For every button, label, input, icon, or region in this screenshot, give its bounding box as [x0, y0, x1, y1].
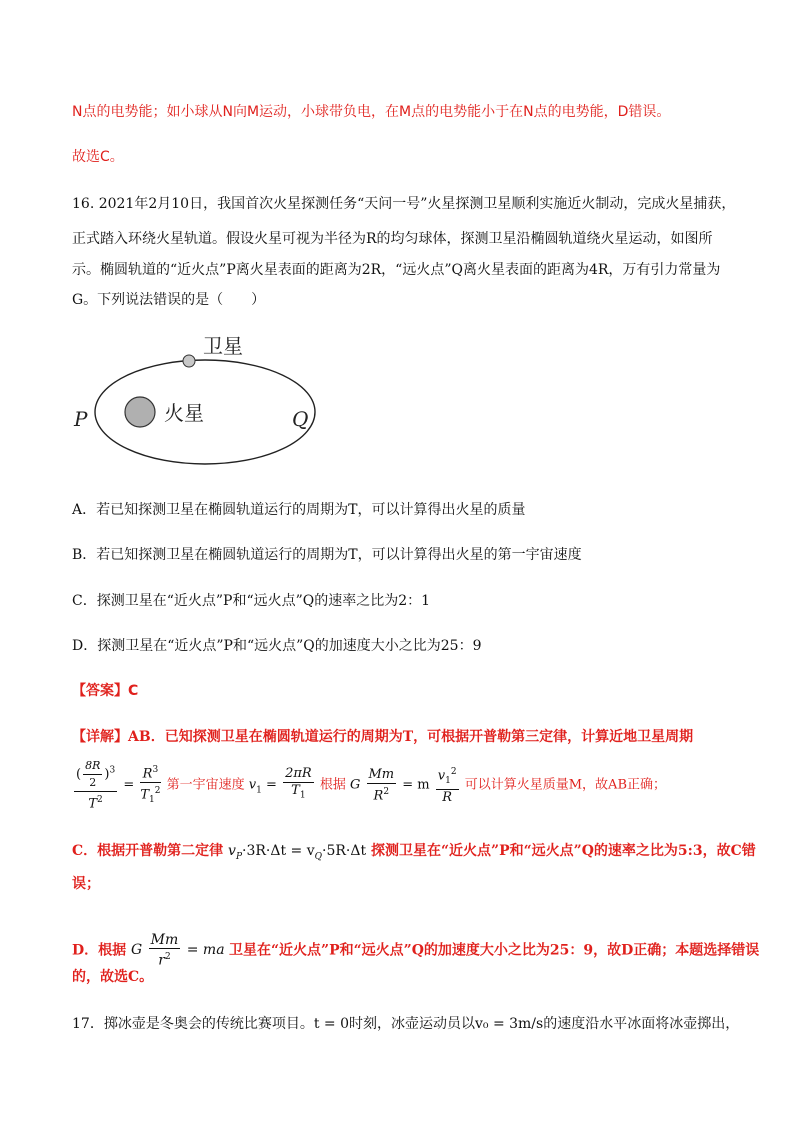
v1-fraction: $\frac{2\pi R}{T_1}$	[285, 766, 312, 801]
option-d: D．探测卫星在“近火点”P和“远火点”Q的加速度大小之比为25：9	[72, 638, 482, 654]
orbit-figure	[60, 320, 360, 470]
mars-label: 火星	[164, 401, 204, 425]
q16-text-line-3: 示。椭圆轨道的“近火点”P离火星表面的距离为2R，“远火点”Q离火星表面的距离为4R，万有引力常量为	[72, 262, 721, 278]
prev-answer-line-2: 故选C。	[72, 149, 124, 165]
detail-line-1: 【详解】AB．已知探测卫星在椭圆轨道运行的周期为T，可根据开普勒第三定律，计算近地卫星周期	[72, 729, 694, 745]
detail-c-line-2: 误；	[72, 876, 100, 892]
satellite-label: 卫星	[203, 334, 243, 358]
q16-text-line-4: G。下列说法错误的是（ ）	[72, 292, 266, 308]
option-a: A．若已知探测卫星在椭圆轨道运行的周期为T，可以计算得出火星的质量	[72, 502, 526, 518]
detail-d-line-1: D．根据 G $\frac{Mm}{r^2}$ = ma 卫星在“近火点”P和“远火点”Q的加速度大小之比为25：9，故D正确；本题选择错误	[72, 932, 760, 969]
p-label: P	[74, 407, 88, 431]
q16-text-line-2: 正式踏入环绕火星轨道。假设火星可视为半径为R的均匀球体，探测卫星沿椭圆轨道绕火星运动，如图所	[72, 231, 713, 247]
option-c: C．探测卫星在“近火点”P和“远火点”Q的速率之比为2：1	[72, 593, 431, 609]
prev-answer-line-1: N点的电势能；如小球从N向M运动，小球带负电，在M点的电势能小于在N点的电势能，D错误。	[72, 104, 671, 120]
first-cosmic-text: 第一宇宙速度	[166, 777, 245, 793]
formula-row-1: ( $\frac{8R}{2}$ )$^3$ $T^2$ = $\frac{R^3}{T_1^2}$ 第一宇宙速度 $v_1$ = $\frac{2\pi R}{T_1}$ 根据 G $\frac{Mm}{R^2}$ = m $\frac{v_1^2}{R}$ 可以计算火星质量M，故AB正确；	[76, 759, 667, 812]
formula-row-1-tail: 可以计算火星质量M，故AB正确；	[464, 777, 667, 793]
answer-label: 【答案】C	[72, 683, 139, 699]
option-b: B．若已知探测卫星在椭圆轨道运行的周期为T，可以计算得出火星的第一宇宙速度	[72, 547, 582, 563]
q17-text-line-1: 17．掷冰壶是冬奥会的传统比赛项目。t = 0时刻，冰壶运动员以v₀ = 3m/s的速度沿水平冰面将冰壶掷出，	[72, 1016, 740, 1032]
kepler-third-rhs: $\frac{R^3}{T_1^2}$	[140, 762, 160, 808]
satellite-dot	[183, 355, 195, 367]
gravity-fraction: $\frac{Mm}{R^2}$	[368, 766, 395, 803]
q-label: Q	[292, 407, 309, 431]
centripetal-fraction: $\frac{v_1^2}{R}$	[436, 764, 459, 806]
q16-text-line-1: 16. 2021年2月10日，我国首次火星探测任务“天问一号”火星探测卫星顺利实施近火制动，完成火星捕获，	[72, 196, 736, 212]
mars-circle	[125, 397, 155, 427]
detail-d-line-2: 的，故选C。	[72, 969, 154, 985]
kepler-third-lhs: ( $\frac{8R}{2}$ )$^3$ $T^2$	[76, 759, 116, 812]
detail-c-line-1: C．根据开普勒第二定律 $v_P\cdot 3R\cdot\Delta t = v_Q\cdot 5R\cdot\Delta t$ 探测卫星在“近火点”P和“远火点”Q的速率之比为5:3，故C错	[72, 843, 756, 862]
